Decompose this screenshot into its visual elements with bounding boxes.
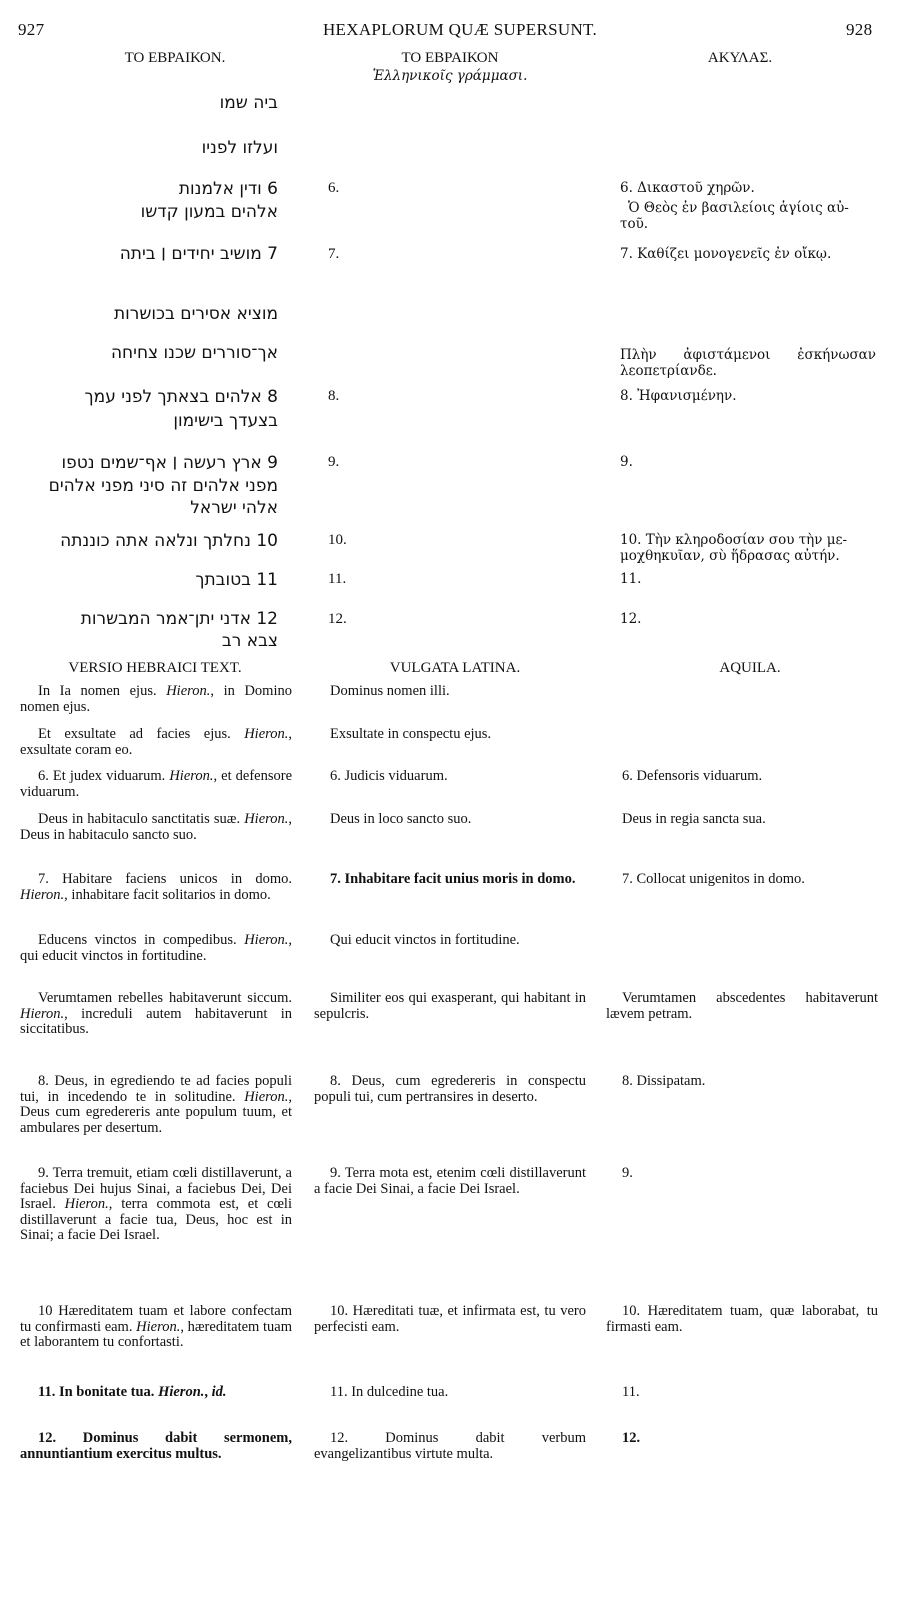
aquila-latin-entry: Deus in regia sancta sua. xyxy=(622,811,766,827)
versio-entry: 9. Terra tremuit, etiam cœli distillaverunt, a faciebus Dei hujus Sinai, a faciebus Dei, Dei Israel. Hieron., terra commota est, et cœli distillaverunt a facie tua, Deus, hoc est in Sinai; a facie Dei Israel. xyxy=(20,1165,292,1243)
heading-transliteration-sub: Ἑλληνικοῖς γράμμασι. xyxy=(372,68,528,84)
aquila-greek-line: τοῦ. xyxy=(620,216,649,232)
heading-aquila-greek: ΑΚΥΛΑΣ. xyxy=(707,50,773,66)
aquila-latin-entry: 9. xyxy=(622,1165,633,1181)
verse-number: 9. xyxy=(328,454,340,470)
hebrew-line: מפני אלהים זה סיני מפני אלהים xyxy=(48,476,278,496)
vulgata-entry: 9. Terra mota est, etenim cœli distillaverunt a facie Dei Sinai, a facie Dei Israel. xyxy=(314,1165,586,1197)
page-number-left: 927 xyxy=(18,20,45,39)
vulgata-entry: Deus in loco sancto suo. xyxy=(330,811,472,827)
hebrew-line: 9 ארץ רעשה ׀ אף־שמים נטפו xyxy=(61,453,278,473)
versio-entry: 7. Habitare faciens unicos in domo. Hieron., inhabitare facit solitarios in domo. xyxy=(20,871,292,903)
hebrew-line: ועלזו לפניו xyxy=(201,138,278,158)
aquila-latin-entry: 10. Hæreditatem tuam, quæ laborabat, tu firmasti eam. xyxy=(606,1303,878,1335)
running-title: HEXAPLORUM QUÆ SUPERSUNT. xyxy=(322,20,598,39)
aquila-greek-line: Ὁ Θεὸς ἐν βασιλείοις ἁγίοις αὐ- xyxy=(628,200,849,216)
verse-number: 6. xyxy=(328,180,340,196)
verse-number: 7. xyxy=(328,246,340,262)
aquila-greek-line: μοχθηκυῖαν, σὺ ἥδρασας αὐτήν. xyxy=(620,548,840,564)
hebrew-line: צבא רב xyxy=(221,631,278,651)
aquila-greek-line: 9. xyxy=(620,454,633,470)
vulgata-entry: 11. In dulcedine tua. xyxy=(330,1384,449,1400)
aquila-latin-entry: 6. Defensoris viduarum. xyxy=(622,768,763,784)
versio-entry: 6. Et judex viduarum. Hieron., et defensore viduarum. xyxy=(20,768,292,800)
vulgata-entry: 10. Hæreditati tuæ, et infirmata est, tu vero perfecisti eam. xyxy=(314,1303,586,1335)
heading-transliteration: ΤΟ ΕΒΡΑΙΚΟΝ xyxy=(401,50,499,66)
hebrew-line: אלהי ישראל xyxy=(190,498,278,518)
heading-hebrew: ΤΟ ΕΒΡΑΙΚΟΝ. xyxy=(124,50,226,66)
heading-versio: VERSIO HEBRAICI TEXT. xyxy=(68,660,242,676)
vulgata-entry: Qui educit vinctos in fortitudine. xyxy=(330,932,520,948)
hebrew-line: 10 נחלתך ונלאה אתה כוננתה xyxy=(60,531,278,551)
verse-number: 8. xyxy=(328,388,340,404)
aquila-latin-entry: 7. Collocat unigenitos in domo. xyxy=(622,871,805,887)
hebrew-line: 7 מושיב יחידים ׀ ביתה xyxy=(119,244,278,264)
vulgata-entry: Dominus nomen illi. xyxy=(330,683,450,699)
vulgata-entry: Similiter eos qui exasperant, qui habitant in sepulcris. xyxy=(314,990,586,1022)
aquila-latin-entry: 12. xyxy=(622,1430,641,1446)
hebrew-line: 12 אדני יתן־אמר המבשרות xyxy=(80,609,278,629)
aquila-greek-line: 8. Ἠφανισμένην. xyxy=(620,388,737,404)
hebrew-line: 11 בטובתך xyxy=(195,570,278,590)
hebrew-line: 6 ודין אלמנות xyxy=(178,179,278,199)
aquila-latin-entry: 11. xyxy=(622,1384,640,1400)
vulgata-entry: 6. Judicis viduarum. xyxy=(330,768,448,784)
versio-entry: 12. Dominus dabit sermonem, annuntiantium exercitus multus. xyxy=(20,1430,292,1462)
vulgata-entry: 8. Deus, cum egredereris in conspectu populi tui, cum pertransires in deserto. xyxy=(314,1073,586,1105)
aquila-greek-line: 6. Δικαστοῦ χηρῶν. xyxy=(620,180,755,196)
verse-number: 11. xyxy=(328,571,347,587)
aquila-greek-line: 10. Τὴν κληροδοσίαν σου τὴν με- xyxy=(620,532,848,548)
hebrew-line: אך־סוררים שכנו צחיחה xyxy=(110,343,278,363)
hebrew-line: 8 אלהים בצאתך לפני עמך xyxy=(84,387,278,407)
heading-vulgata: VULGATA LATINA. xyxy=(389,660,521,676)
vulgata-entry: 12. Dominus dabit verbum evangelizantibus virtute multa. xyxy=(314,1430,586,1462)
hebrew-line: אלהים במעון קדשו xyxy=(140,202,278,222)
versio-entry: In Ia nomen ejus. Hieron., in Domino nomen ejus. xyxy=(20,683,292,715)
aquila-greek-line: λεοπετρίανδε. xyxy=(620,363,717,379)
versio-entry: Et exsultate ad facies ejus. Hieron., exsultate coram eo. xyxy=(20,726,292,758)
aquila-greek-line: 11. xyxy=(620,571,642,587)
aquila-greek-line: 12. xyxy=(620,611,642,627)
versio-entry: 11. In bonitate tua. Hieron., id. xyxy=(38,1384,227,1400)
verse-number: 12. xyxy=(328,611,347,627)
versio-entry: Deus in habitaculo sanctitatis suæ. Hieron., Deus in habitaculo sancto suo. xyxy=(20,811,292,843)
hebrew-line: בצעדך בישימון xyxy=(173,411,278,431)
aquila-latin-entry: 8. Dissipatam. xyxy=(622,1073,706,1089)
versio-entry: Educens vinctos in compedibus. Hieron., qui educit vinctos in fortitudine. xyxy=(20,932,292,964)
verse-number: 10. xyxy=(328,532,347,548)
versio-entry: 10 Hæreditatem tuam et labore confectam tu confirmasti eam. Hieron., hæreditatem tuam et laborantem tu confortasti. xyxy=(20,1303,292,1350)
heading-aquila-latin: AQUILA. xyxy=(719,660,781,676)
hebrew-line: ביה שמו xyxy=(219,93,278,113)
versio-entry: Verumtamen rebelles habitaverunt siccum. Hieron., increduli autem habitaverunt in siccitatibus. xyxy=(20,990,292,1037)
aquila-latin-entry: Verumtamen abscedentes habitaverunt lævem petram. xyxy=(606,990,878,1022)
hebrew-line: מוציא אסירים בכושרות xyxy=(113,304,278,324)
page-number-right: 928 xyxy=(846,20,873,39)
aquila-greek-line: Πλὴν ἀφιστάμενοι ἐσκήνωσαν xyxy=(620,347,876,363)
aquila-greek-line: 7. Καθίζει μονογενεῖς ἐν οἴκῳ. xyxy=(620,246,832,262)
vulgata-entry: 7. Inhabitare facit unius moris in domo. xyxy=(330,871,576,887)
vulgata-entry: Exsultate in conspectu ejus. xyxy=(330,726,492,742)
versio-entry: 8. Deus, in egrediendo te ad facies populi tui, in incedendo te in solitudine. Hieron., Deus cum egredereris ante populum tuum, et ambulares per desertum. xyxy=(20,1073,292,1136)
